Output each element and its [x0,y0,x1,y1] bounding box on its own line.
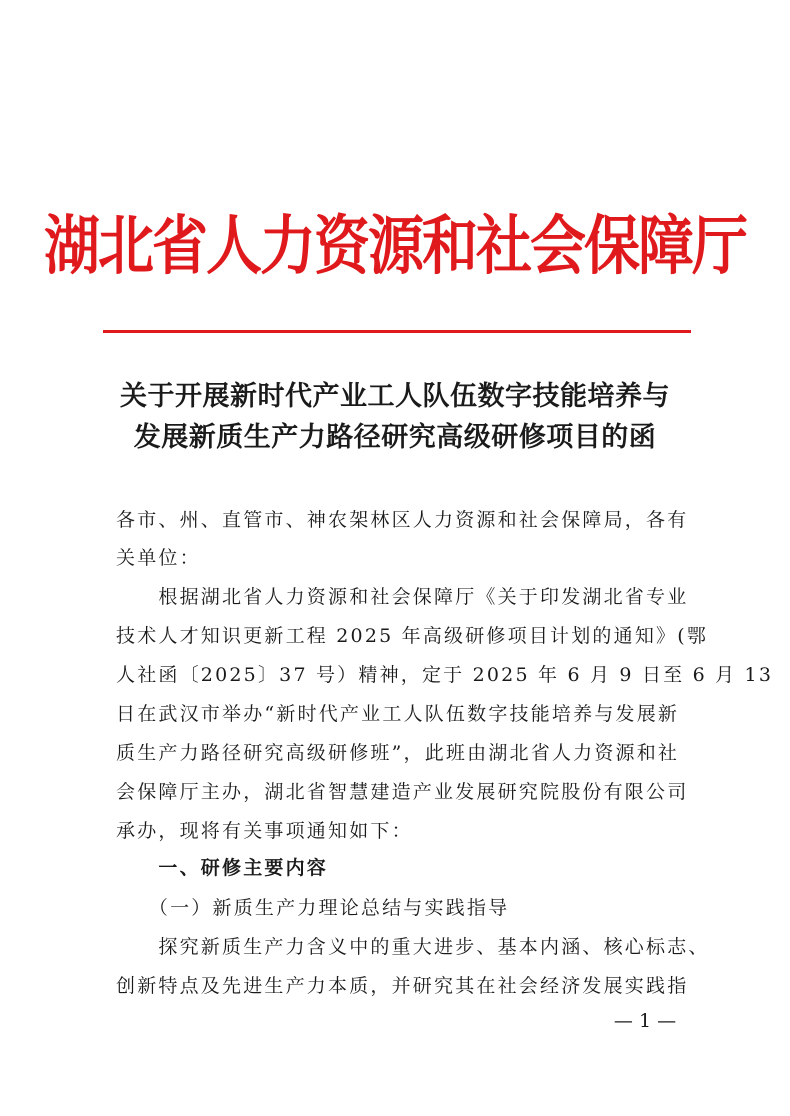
body-line-1: 各市、州、直管市、神农架林区人力资源和社会保障局，各有 [116,509,689,531]
body-line-8: 会保障厅主办，湖北省智慧建造产业发展研究院股份有限公司 [116,781,689,803]
body-line-3: 根据湖北省人力资源和社会保障厅《关于印发湖北省专业 [116,586,689,608]
body-line-13: 创新特点及先进生产力本质，并研究其在社会经济发展实践指 [116,975,689,997]
document-title-line-1: 关于开展新时代产业工人队伍数字技能培养与 [120,381,670,412]
body-line-4: 技术人才知识更新工程 2025 年高级研修项目计划的通知》(鄂 [116,625,709,647]
body-line-12: 探究新质生产力含义中的重大进步、基本内涵、核心标志、 [116,936,710,958]
body-line-9: 承办，现将有关事项通知如下： [116,820,413,842]
red-separator-line [103,330,691,333]
document-title-line-2: 发展新质生产力路径研究高级研修项目的函 [133,422,657,453]
agency-header: 湖北省人力资源和社会保障厅 [44,208,746,284]
body-line-5: 人社函〔2025〕37 号）精神，定于 2025 年 6 月 9 日至 6 月 13 [116,664,774,686]
body-line-7: 质生产力路径研究高级研修班”，此班由湖北省人力资源和社 [116,742,680,764]
section-heading-1: 一、研修主要内容 [116,857,329,879]
page-number: — 1 — [613,1010,677,1032]
body-line-6: 日在武汉市举办“新时代产业工人队伍数字技能培养与发展新 [116,703,680,725]
subsection-heading-1: （一）新质生产力理论总结与实践指导 [116,897,510,919]
body-line-2: 关单位： [116,547,201,569]
